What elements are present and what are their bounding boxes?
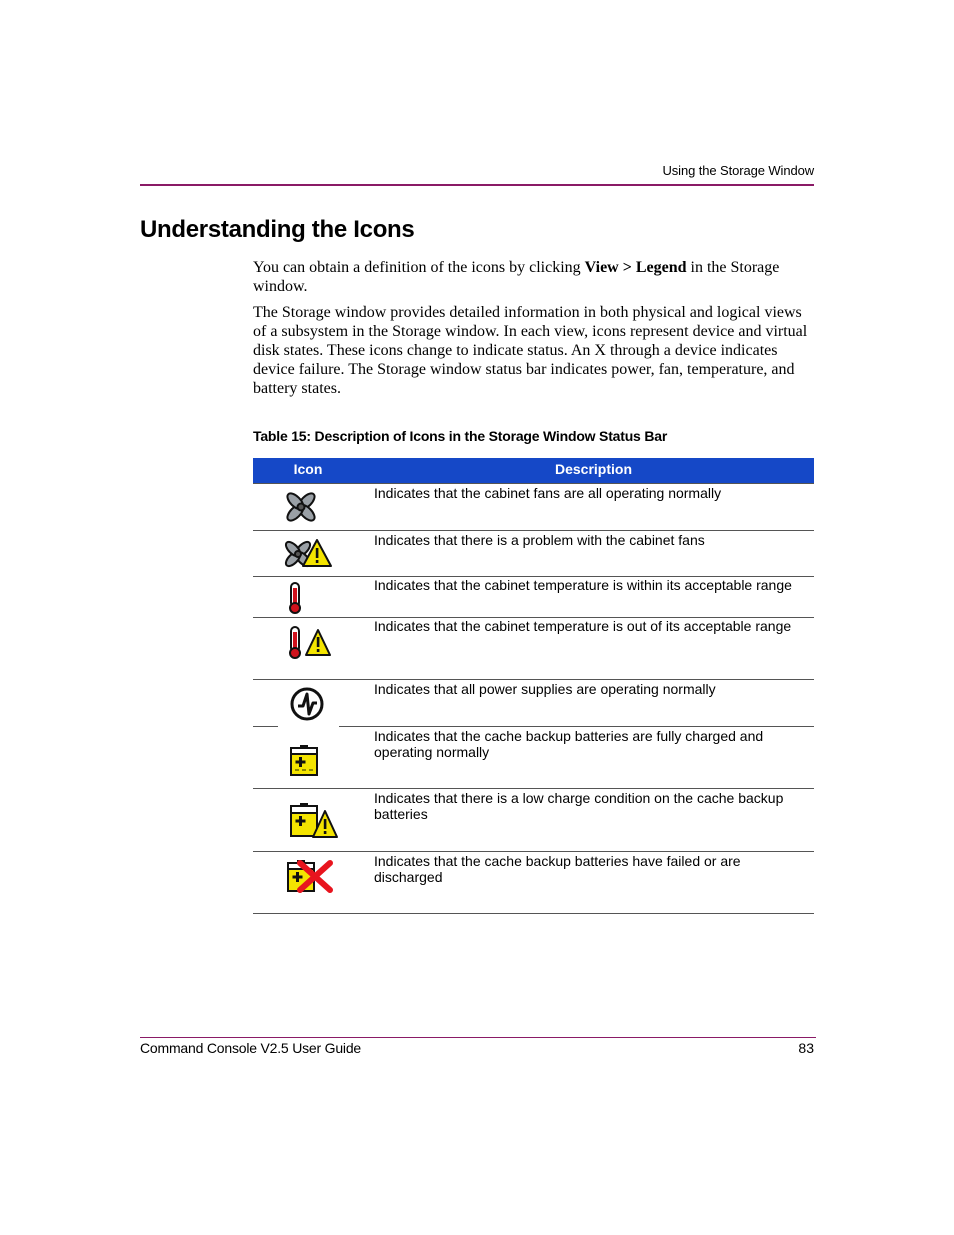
table-bottom-rule xyxy=(253,913,814,914)
footer-rule xyxy=(140,1037,816,1038)
intro-text-before: You can obtain a definition of the icons by clicking xyxy=(253,259,585,276)
row-description: Indicates that all power supplies are operating normally xyxy=(374,681,716,697)
column-header-icon: Icon xyxy=(293,461,323,477)
row-description: Indicates that the cabinet temperature is within its acceptable range xyxy=(374,577,792,593)
fan-normal-icon xyxy=(281,489,321,530)
table-row xyxy=(253,789,814,851)
row-description: Indicates that the cache backup batteries have failed or are discharged xyxy=(374,853,741,885)
table-row xyxy=(253,727,814,788)
table-row xyxy=(253,618,814,679)
intro-paragraph xyxy=(253,258,815,296)
icon-table xyxy=(253,458,814,885)
battery-low-icon xyxy=(289,802,339,845)
table-row xyxy=(253,531,814,576)
table-row xyxy=(253,680,814,726)
thermometer-warning-icon xyxy=(287,625,331,666)
menu-path: View > Legend xyxy=(584,259,687,276)
page-number: 83 xyxy=(798,1040,814,1056)
table-row xyxy=(253,577,814,617)
power-normal-icon xyxy=(289,686,325,727)
header-rule xyxy=(140,184,814,186)
table-caption: Table 15: Description of Icons in the Storage Window Status Bar xyxy=(253,428,668,444)
row-description: Indicates that the cabinet temperature is out of its acceptable range xyxy=(374,618,792,634)
battery-normal-icon xyxy=(289,744,319,781)
row-description: Indicates that there is a low charge condition on the cache backup batteries xyxy=(374,790,784,822)
thermometer-normal-icon xyxy=(287,582,303,619)
row-description: Indicates that there is a problem with the cabinet fans xyxy=(374,532,705,548)
table-row xyxy=(253,484,814,530)
page-title: Understanding the Icons xyxy=(140,216,415,243)
column-header-description: Description xyxy=(554,461,632,477)
row-description: Indicates that the cabinet fans are all operating normally xyxy=(374,485,722,501)
fan-warning-icon xyxy=(281,536,333,577)
table-header xyxy=(253,458,814,483)
row-description: Indicates that the cache backup batteries are fully charged and operating normally xyxy=(374,728,764,760)
table-row xyxy=(253,852,814,913)
battery-failed-icon xyxy=(286,859,334,898)
body-paragraph: The Storage window provides detailed information in both physical and logical views of a subsystem in the Storage window. In each view, icons represent device and virtual disk states. These icons change to indicate status. An X through a device indicates device failure. The Storage window status bar indicates power, fan, temperature, and battery states. xyxy=(253,304,808,397)
intro-text-after: in the Storage window. xyxy=(253,259,780,295)
footer-doc-title: Command Console V2.5 User Guide xyxy=(140,1040,362,1056)
running-head: Using the Storage Window xyxy=(662,163,814,178)
